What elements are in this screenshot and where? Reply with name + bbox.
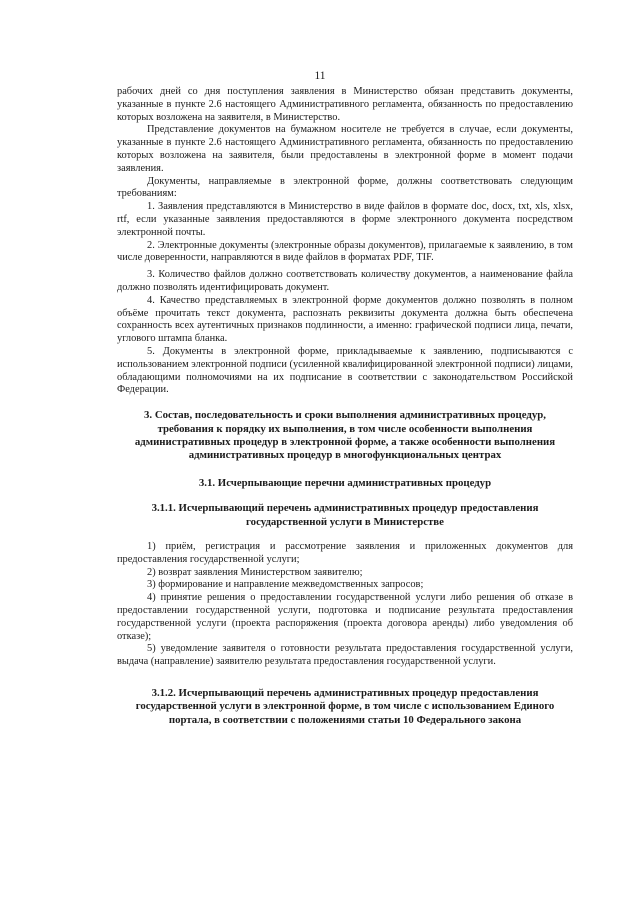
subsection-3-1-2-heading: 3.1.2. Исчерпывающий перечень административных процедур предоставления государственной услуги в электронной форме, в том числе с использованием Единого портала, в соответствии с положениями статьи 10 Федерального закона xyxy=(135,686,555,726)
procedure-item: 5) уведомление заявителя о готовности результата предоставления государственной услуги, выдача (направление) заявителю результата предоставления государственной услуги. xyxy=(117,643,573,668)
requirement-item-4: 4. Качество представляемых в электронной форме документов должно позволять в полном объёме прочитать текст документа, распознать реквизиты документа должна быть обеспечена сохранность всех аутентичных признаков подлинности, а именно: графической подписи лица, печати, углового штампа бланка. xyxy=(117,294,573,345)
section-3-heading: 3. Состав, последовательность и сроки выполнения административных процедур, требования к порядку их выполнения, в том числе особенности выполнения административных процедур в электронной форме, а также особенности выполнения административных процедур в многофункциональных центрах xyxy=(134,409,556,462)
subsection-3-1-1-heading: 3.1.1. Исчерпывающий перечень административных процедур предоставления государственной услуги в Министерстве xyxy=(151,502,539,528)
requirement-item-5: 5. Документы в электронной форме, прикладываемые к заявлению, подписываются с использованием электронной подписи (усиленной квалифицированной электронной подписи) лицами, обладающими полномочиями на их подписание в соответствии с законодательством Российской Федерации. xyxy=(117,345,573,396)
procedure-item: 4) принятие решения о предоставлении государственной услуги либо решения об отказе в предоставлении государственной услуги, подготовка и подписание результата предоставления государственной услуги (проекта распоряжения (проекта договора аренды) либо уведомления об отказе); xyxy=(117,592,573,642)
requirement-item-2: 2. Электронные документы (электронные образы документов), прилагаемые к заявлению, в том числе доверенности, направляются в виде файлов в форматах PDF, TIF. xyxy=(117,239,573,264)
paragraph-electronic-requirements-intro: Документы, направляемые в электронной форме, должны соответствовать следующим требованиям: xyxy=(117,175,573,200)
paragraph-paper-submission: Представление документов на бумажном носителе не требуется в случае, если документы, указанные в пункте 2.6 настоящего Административного регламента, обязанность по предоставлению которых возложена на заявителя, были предоставлены в электронной форме в момент подачи заявления. xyxy=(117,124,573,174)
page-number: 11 xyxy=(314,70,326,82)
paragraph-continuation: рабочих дней со дня поступления заявления в Министерство обязан представить документы, указанные в пункте 2.6 настоящего Административного регламента, обязанность по предоставлению которых возложена на заявителя, в Министерство. xyxy=(117,86,573,123)
procedure-item: 3) формирование и направление межведомственных запросов; xyxy=(147,579,424,591)
requirement-item-3: 3. Количество файлов должно соответствовать количеству документов, а наименование файла должно позволять идентифицировать документ. xyxy=(117,269,573,293)
procedures-list xyxy=(117,541,573,669)
subsection-3-1-heading: 3.1. Исчерпывающие перечни административных процедур xyxy=(198,476,492,489)
requirement-item-1: 1. Заявления представляются в Министерство в виде файлов в формате doc, docx, txt, xls, xlsx, rtf, если указанные заявления предоставляются в форме электронного документа посредством электронной почты. xyxy=(117,201,573,238)
procedure-item: 2) возврат заявления Министерством заявителю; xyxy=(147,566,363,578)
document-body xyxy=(117,86,573,727)
procedure-item: 1) приём, регистрация и рассмотрение заявления и приложенных документов для предоставления государственной услуги; xyxy=(117,540,573,565)
